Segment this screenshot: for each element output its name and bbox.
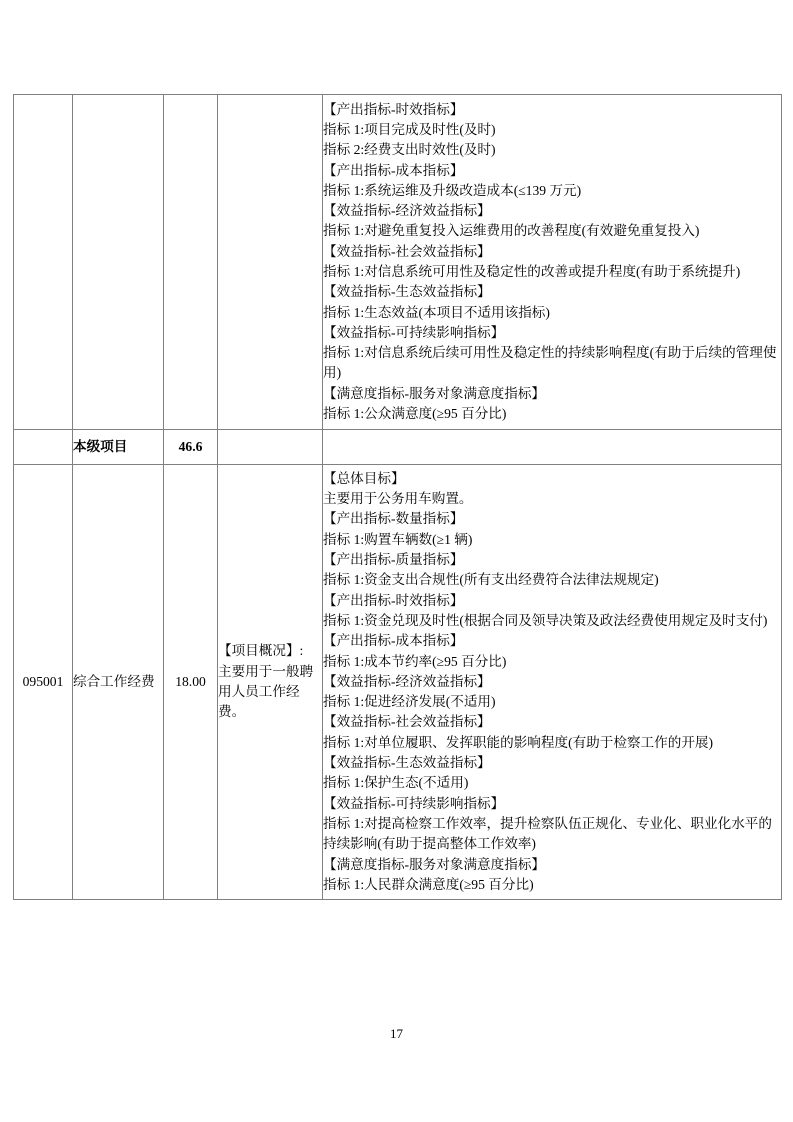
cell-subtotal-amount: 46.6 xyxy=(164,430,218,465)
cell-overview-empty xyxy=(218,95,323,430)
cell-project-code-empty xyxy=(14,430,73,465)
cell-performance-indicators xyxy=(323,95,782,430)
cell-amount-empty xyxy=(164,95,218,430)
cell-project-code-empty xyxy=(14,95,73,430)
performance-indicator-table xyxy=(13,94,782,900)
cell-project-name: 综合工作经费 xyxy=(73,465,164,900)
table-row-subtotal xyxy=(14,430,782,465)
indicator-lines: 【总体目标】 主要用于公务用车购置。 【产出指标-数量指标】 指标 1:购置车辆数(≥1 辆) 【产出指标-质量指标】 指标 1:资金支出合规性(所有支出经费符合法律法规规定) 【产出指标-时效指标】 指标 1:资金兑现及时性(根据合同及领导决策及政法经费使用规定及时支付) 【产出指标-成本指标】 指标 1:成本节约率(≥95 百分比) 【效益指标-经济效益指标】 指标 1:促进经济发展(不适用) 【效益指标-社会效益指标】 指标 1:对单位履职、发挥职能的影响程度(有助于检察工作的开展) 【效益指标-生态效益指标】 指标 1:保护生态(不适用) 【效益指标-可持续影响指标】 指标 1:对提高检察工作效率，提升检察队伍正规化、专业化、职业化水平的持续影响(有助于提高整体工作效率) 【满意度指标-服务对象满意度指标】 指标 1:人民群众满意度(≥95 百分比) xyxy=(323,470,772,892)
page-number: 17 xyxy=(390,1026,403,1041)
indicator-lines: 【产出指标-时效指标】 指标 1:项目完成及时性(及时) 指标 2:经费支出时效性(及时) 【产出指标-成本指标】 指标 1:系统运维及升级改造成本(≤139 万元) 【效益指标-经济效益指标】 指标 1:对避免重复投入运维费用的改善程度(有效避免重复投入) 【效益指标-社会效益指标】 指标 1:对信息系统可用性及稳定性的改善或提升程度(有助于系统提升) 【效益指标-生态效益指标】 指标 1:生态效益(本项目不适用该指标) 【效益指标-可持续影响指标】 指标 1:对信息系统后续可用性及稳定性的持续影响程度(有助于后续的管理使用) 【满意度指标-服务对象满意度指标】 指标 1:公众满意度(≥95 百分比) xyxy=(323,101,777,422)
cell-performance-indicators-empty xyxy=(323,430,782,465)
cell-subtotal-label: 本级项目 xyxy=(73,430,164,465)
cell-amount: 18.00 xyxy=(164,465,218,900)
table-row-continuation xyxy=(14,95,782,430)
overview-lines: 【项目概况】: 主要用于一般聘用人员工作经费。 xyxy=(218,643,314,720)
table-row-project xyxy=(14,465,782,900)
cell-project-overview xyxy=(218,465,323,900)
cell-project-name-empty xyxy=(73,95,164,430)
cell-overview-empty xyxy=(218,430,323,465)
cell-project-code: 095001 xyxy=(14,465,73,900)
cell-performance-indicators xyxy=(323,465,782,900)
